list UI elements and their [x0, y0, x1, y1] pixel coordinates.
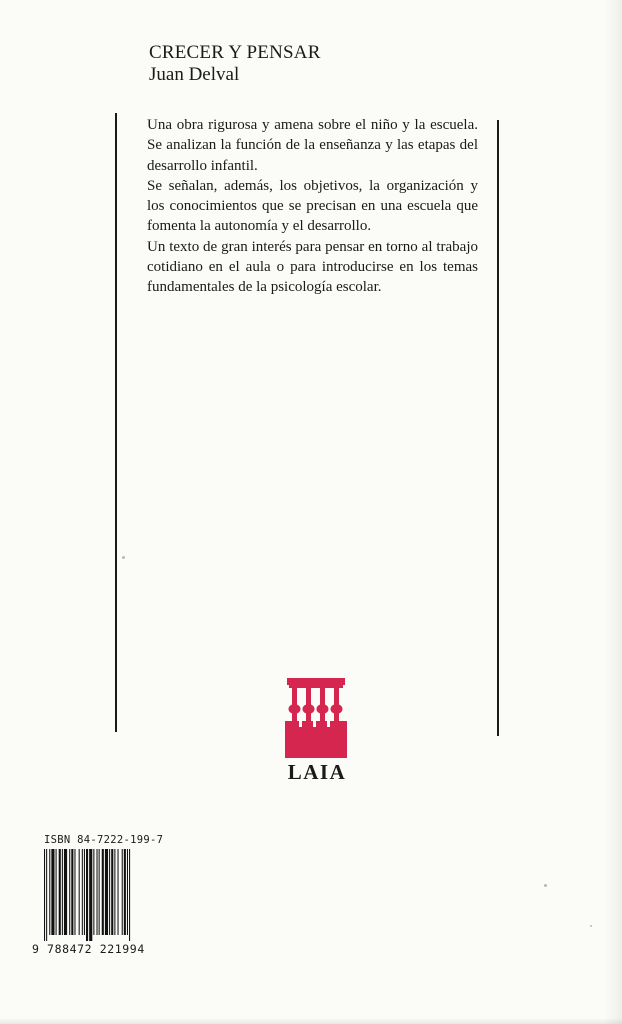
laia-columns-logo-icon [285, 678, 347, 758]
book-blurb [147, 115, 478, 298]
page-bottom-edge [0, 1018, 622, 1024]
isbn-number: ISBN 84-7222-199-7 [44, 834, 164, 846]
paper-speck [122, 556, 125, 559]
book-author: Juan Delval [149, 64, 240, 85]
paper-speck [544, 884, 547, 887]
blurb-paragraph: Un texto de gran interés para pensar en torno al trabajo cotidiano en el aula o para introducirse en los temas fundamentales de la psicología escolar. [147, 238, 478, 296]
page-edge-shadow [604, 0, 622, 1024]
blurb-paragraph: Se señalan, además, los objetivos, la organización y los conocimientos que se precisan en una escuela que fomenta la autonomía y el desarrollo. [147, 177, 478, 235]
ean-digits: 9 788472 221994 [32, 942, 145, 956]
book-title: CRECER Y PENSAR [149, 42, 321, 63]
barcode-icon [44, 849, 168, 941]
blurb-paragraph: Una obra rigurosa y amena sobre el niño y la escuela. Se analizan la función de la enseñanza y las etapas del desarrollo infantil. [147, 117, 478, 174]
publisher-name: LAIA [287, 760, 347, 784]
left-vertical-rule [115, 113, 117, 732]
right-vertical-rule [497, 120, 499, 736]
paper-speck [590, 925, 592, 927]
